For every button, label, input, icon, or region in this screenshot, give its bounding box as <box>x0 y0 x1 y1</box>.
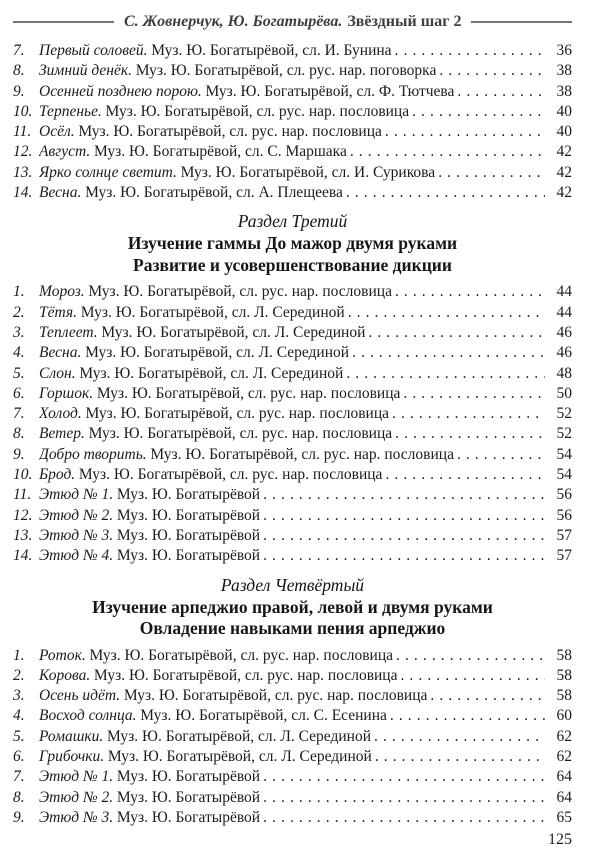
dot-leader <box>387 706 545 726</box>
entry-title: Этюд № 3. <box>39 526 114 544</box>
page-footer <box>13 830 572 850</box>
entry-title: Осенней позднею порою. <box>39 82 202 100</box>
entry-text <box>39 424 392 444</box>
entry-page: 44 <box>556 303 572 321</box>
entry-credits: Муз. Ю. Богатырёвой <box>116 788 261 806</box>
entry-title: Ромашки. <box>39 727 104 745</box>
entry-number: 8. <box>13 425 25 443</box>
running-header <box>13 12 572 32</box>
entry-number: 6. <box>13 384 25 402</box>
entry-text <box>39 82 454 102</box>
entry-title: Этюд № 2. <box>39 788 114 806</box>
dot-leader <box>389 404 545 424</box>
entry-text <box>39 767 260 787</box>
entry-number: 3. <box>13 687 25 705</box>
toc-entry <box>13 485 572 505</box>
entry-title: Восход солнца. <box>39 707 137 725</box>
toc-entry <box>13 102 572 122</box>
entry-credits: Муз. Ю. Богатырёвой, сл. рус. нар. пословица <box>85 405 390 423</box>
entry-text <box>39 465 382 485</box>
entry-title: Этюд № 3. <box>39 808 114 826</box>
entry-number: 3. <box>13 323 25 341</box>
dot-leader <box>397 666 545 686</box>
entry-credits: Муз. Ю. Богатырёвой, сл. рус. нар. пословица <box>88 283 392 301</box>
dot-leader <box>345 303 545 323</box>
entry-text <box>39 646 393 666</box>
toc-entry <box>13 727 572 747</box>
entry-title: Этюд № 4. <box>39 547 114 565</box>
dot-leader <box>260 767 545 787</box>
entry-page: 64 <box>556 788 572 806</box>
entry-text <box>39 706 387 726</box>
entry-title: Осень идёт. <box>39 687 121 705</box>
dot-leader <box>372 747 545 767</box>
dot-leader <box>371 727 545 747</box>
entry-page: 57 <box>556 547 572 565</box>
entry-credits: Муз. Ю. Богатырёвой <box>116 506 261 524</box>
entry-title: Первый соловей. <box>39 42 148 59</box>
dot-leader <box>260 546 545 566</box>
entry-credits: Муз. Ю. Богатырёвой, сл. Ф. Тютчева <box>205 82 455 100</box>
entry-page: 52 <box>556 425 572 443</box>
entry-text <box>39 142 347 162</box>
section-title: Раздел Третий <box>237 211 348 232</box>
toc-entry <box>13 163 572 183</box>
entry-title: Ветер. <box>39 425 85 443</box>
entry-number: 10. <box>13 102 33 120</box>
entry-text <box>39 808 260 828</box>
toc-entry <box>13 183 572 203</box>
dot-leader <box>392 41 545 61</box>
entry-title: Корова. <box>39 666 91 684</box>
entry-number: 2. <box>13 303 25 321</box>
entry-title: Добро творить. <box>39 445 147 463</box>
entry-number: 2. <box>13 666 25 684</box>
entry-page: 65 <box>556 808 572 826</box>
entry-number: 7. <box>13 768 25 786</box>
entry-text <box>39 546 260 566</box>
toc-section-heading <box>13 574 572 640</box>
section-subtitle-1: Изучение арпеджио правой, левой и двумя руками <box>92 596 493 617</box>
toc-entry <box>13 122 572 142</box>
entry-number: 4. <box>13 707 25 725</box>
toc-entry <box>13 526 572 546</box>
section-subtitle-2: Развитие и усовершенствование дикции <box>133 254 452 275</box>
entry-credits: Муз. Ю. Богатырёвой, сл. С. Маршака <box>93 143 347 161</box>
entry-title: Осёл. <box>39 123 75 141</box>
header-rule-left <box>13 21 114 23</box>
entry-page: 38 <box>556 62 572 80</box>
dot-leader <box>260 506 545 526</box>
entry-page: 42 <box>556 184 572 202</box>
entry-credits: Муз. Ю. Богатырёвой, сл. рус. нар. пословица <box>93 666 398 684</box>
toc-entry <box>13 646 572 666</box>
entry-number: 12. <box>13 506 33 524</box>
entry-number: 13. <box>13 526 33 544</box>
entry-credits: Муз. Ю. Богатырёвой, сл. Л. Серединой <box>79 364 344 382</box>
toc-entry <box>13 808 572 828</box>
entry-text <box>39 666 397 686</box>
entry-text <box>39 183 343 203</box>
dot-leader <box>260 526 545 546</box>
toc-entry <box>13 424 572 444</box>
entry-title: Этюд № 2. <box>39 506 114 524</box>
entry-number: 13. <box>13 163 33 181</box>
dot-leader <box>343 364 545 384</box>
entry-title: Терпенье. <box>39 102 102 120</box>
toc-entry <box>13 61 572 81</box>
entry-number: 5. <box>13 727 25 745</box>
entry-page: 42 <box>556 163 572 181</box>
entry-credits: Муз. Ю. Богатырёвой, сл. рус. нар. пословица <box>96 384 401 402</box>
dot-leader <box>347 142 545 162</box>
entry-text <box>39 384 400 404</box>
entry-page: 58 <box>556 666 572 684</box>
entry-title: Грибочки. <box>39 748 105 766</box>
entry-number: 9. <box>13 445 25 463</box>
entry-page: 57 <box>556 526 572 544</box>
entry-credits: Муз. Ю. Богатырёвой, сл. Л. Серединой <box>107 727 372 745</box>
entry-page: 46 <box>556 323 572 341</box>
toc-entry <box>13 364 572 384</box>
entry-number: 11. <box>13 486 32 504</box>
entry-number: 7. <box>13 405 25 423</box>
entry-title: Горшок. <box>39 384 94 402</box>
entry-credits: Муз. Ю. Богатырёвой, сл. Л. Серединой <box>85 344 350 362</box>
dot-leader <box>454 445 545 465</box>
entry-title: Весна. <box>39 184 82 202</box>
entry-text <box>39 526 260 546</box>
entry-title: Тётя. <box>39 303 77 321</box>
entry-credits: Муз. Ю. Богатырёвой <box>116 768 261 786</box>
dot-leader <box>349 343 545 363</box>
entry-credits: Муз. Ю. Богатырёвой, сл. Л. Серединой <box>101 323 366 341</box>
entry-page: 54 <box>556 445 572 463</box>
entry-credits: Муз. Ю. Богатырёвой, сл. Л. Серединой <box>107 748 372 766</box>
dot-leader <box>260 485 545 505</box>
toc-entry <box>13 303 572 323</box>
entry-number: 11. <box>13 123 32 141</box>
toc-entry <box>13 546 572 566</box>
entry-title: Зимний денёк. <box>39 62 132 80</box>
entry-page: 58 <box>556 687 572 705</box>
entry-number: 9. <box>13 808 25 826</box>
entry-title: Август. <box>39 143 91 161</box>
toc-section-heading <box>13 210 572 276</box>
toc-entry <box>13 282 572 302</box>
page-number: 125 <box>548 831 572 849</box>
entry-credits: Муз. Ю. Богатырёвой, сл. Л. Серединой <box>80 303 345 321</box>
toc-entry <box>13 506 572 526</box>
entry-page: 46 <box>556 344 572 362</box>
toc-sections <box>13 41 572 828</box>
entry-credits: Муз. Ю. Богатырёвой, сл. рус. нар. пословица <box>89 646 394 664</box>
entry-text <box>39 788 260 808</box>
entry-number: 5. <box>13 364 25 382</box>
entry-credits: Муз. Ю. Богатырёвой, сл. рус. нар. поговорка <box>135 62 437 80</box>
toc-entry <box>13 788 572 808</box>
entry-text <box>39 41 392 61</box>
header-authors: С. Жовнерчук, Ю. Богатырёва. <box>124 13 343 30</box>
entry-text <box>39 303 345 323</box>
dot-leader <box>393 646 545 666</box>
entry-page: 38 <box>556 82 572 100</box>
entry-page: 42 <box>556 143 572 161</box>
entry-page: 50 <box>556 384 572 402</box>
toc-entry <box>13 82 572 102</box>
entry-page: 56 <box>556 506 572 524</box>
header-rule-right <box>471 21 572 23</box>
entry-credits: Муз. Ю. Богатырёвой, сл. рус. нар. пословица <box>78 123 382 141</box>
toc-entry <box>13 445 572 465</box>
entry-page: 40 <box>556 102 572 120</box>
entry-text <box>39 747 372 767</box>
entry-credits: Муз. Ю. Богатырёвой, сл. С. Есенина <box>140 707 387 725</box>
entry-page: 48 <box>556 364 572 382</box>
toc-entry <box>13 747 572 767</box>
dot-leader <box>365 323 545 343</box>
entry-title: Холод. <box>39 405 82 423</box>
entry-page: 64 <box>556 768 572 786</box>
dot-leader <box>435 163 545 183</box>
entry-number: 7. <box>13 42 25 59</box>
dot-leader <box>343 183 545 203</box>
dot-leader <box>260 808 545 828</box>
entry-page: 60 <box>556 707 572 725</box>
entry-text <box>39 323 365 343</box>
entry-page: 58 <box>556 646 572 664</box>
entry-credits: Муз. Ю. Богатырёвой, сл. рус. нар. пословица <box>78 466 383 484</box>
entry-text <box>39 61 436 81</box>
entry-text <box>39 122 382 142</box>
dot-leader <box>392 424 545 444</box>
entry-title: Этюд № 1. <box>39 768 114 786</box>
entry-title: Весна. <box>39 344 82 362</box>
entry-text <box>39 364 343 384</box>
toc-entry <box>13 404 572 424</box>
entry-title: Теплеет. <box>39 323 98 341</box>
entry-credits: Муз. Ю. Богатырёвой, сл. И. Бунина <box>151 42 392 59</box>
entry-text <box>39 686 427 706</box>
entry-credits: Муз. Ю. Богатырёвой, сл. И. Сурикова <box>180 163 436 181</box>
entry-credits: Муз. Ю. Богатырёвой, сл. А. Плещеева <box>85 184 343 202</box>
toc-entry <box>13 41 572 61</box>
entry-page: 54 <box>556 466 572 484</box>
entry-number: 9. <box>13 82 25 100</box>
entry-number: 8. <box>13 62 25 80</box>
entry-text <box>39 343 349 363</box>
entry-credits: Муз. Ю. Богатырёвой, сл. рус. нар. пословица <box>105 102 410 120</box>
toc-entry <box>13 142 572 162</box>
dot-leader <box>436 61 545 81</box>
entry-number: 8. <box>13 788 25 806</box>
entry-page: 62 <box>556 748 572 766</box>
entry-page: 56 <box>556 486 572 504</box>
entry-credits: Муз. Ю. Богатырёвой, сл. рус. нар. пословица <box>123 687 428 705</box>
dot-leader <box>400 384 545 404</box>
entry-title: Ярко солнце светит. <box>39 163 177 181</box>
entry-credits: Муз. Ю. Богатырёвой <box>116 526 261 544</box>
entry-text <box>39 445 454 465</box>
dot-leader <box>382 122 545 142</box>
dot-leader <box>427 686 545 706</box>
entry-credits: Муз. Ю. Богатырёвой, сл. рус. нар. пословица <box>88 425 393 443</box>
section-subtitle-1: Изучение гаммы До мажор двумя руками <box>127 233 458 254</box>
entry-text <box>39 163 435 183</box>
entry-text <box>39 506 260 526</box>
entry-title: Слон. <box>39 364 76 382</box>
entry-number: 10. <box>13 466 33 484</box>
entry-title: Брод. <box>39 466 76 484</box>
entry-number: 1. <box>13 283 25 301</box>
entry-page: 44 <box>556 283 572 301</box>
entry-text <box>39 282 392 302</box>
section-subtitle-2: Овладение навыками пения арпеджио <box>139 618 446 639</box>
toc-entry <box>13 323 572 343</box>
entry-number: 6. <box>13 748 25 766</box>
toc-entry <box>13 686 572 706</box>
toc-entry <box>13 767 572 787</box>
entry-title: Роток. <box>39 646 86 664</box>
toc-entry <box>13 666 572 686</box>
dot-leader <box>454 82 545 102</box>
entry-credits: Муз. Ю. Богатырёвой, сл. рус. нар. пословица <box>150 445 454 463</box>
dot-leader <box>260 788 545 808</box>
entry-text <box>39 404 389 424</box>
entry-number: 14. <box>13 547 33 565</box>
entry-credits: Муз. Ю. Богатырёвой <box>116 547 261 565</box>
entry-text <box>39 485 260 505</box>
toc-entry <box>13 465 572 485</box>
dot-leader <box>409 102 545 122</box>
entry-number: 12. <box>13 143 33 161</box>
entry-text <box>39 727 371 747</box>
entry-number: 1. <box>13 646 25 664</box>
entry-page: 40 <box>556 123 572 141</box>
entry-page: 36 <box>556 42 572 59</box>
entry-page: 62 <box>556 727 572 745</box>
toc-entry <box>13 343 572 363</box>
dot-leader <box>382 465 545 485</box>
entry-title: Этюд № 1. <box>39 486 114 504</box>
entry-number: 14. <box>13 184 33 202</box>
entry-title: Мороз. <box>39 283 85 301</box>
entry-credits: Муз. Ю. Богатырёвой <box>116 808 261 826</box>
toc-entry <box>13 706 572 726</box>
entry-page: 52 <box>556 405 572 423</box>
entry-credits: Муз. Ю. Богатырёвой <box>116 486 261 504</box>
dot-leader <box>392 282 545 302</box>
toc-entry <box>13 384 572 404</box>
entry-text <box>39 102 409 122</box>
header-book-title: Звёздный шаг 2 <box>347 13 462 30</box>
entry-number: 4. <box>13 344 25 362</box>
section-title: Раздел Четвёртый <box>220 574 365 595</box>
